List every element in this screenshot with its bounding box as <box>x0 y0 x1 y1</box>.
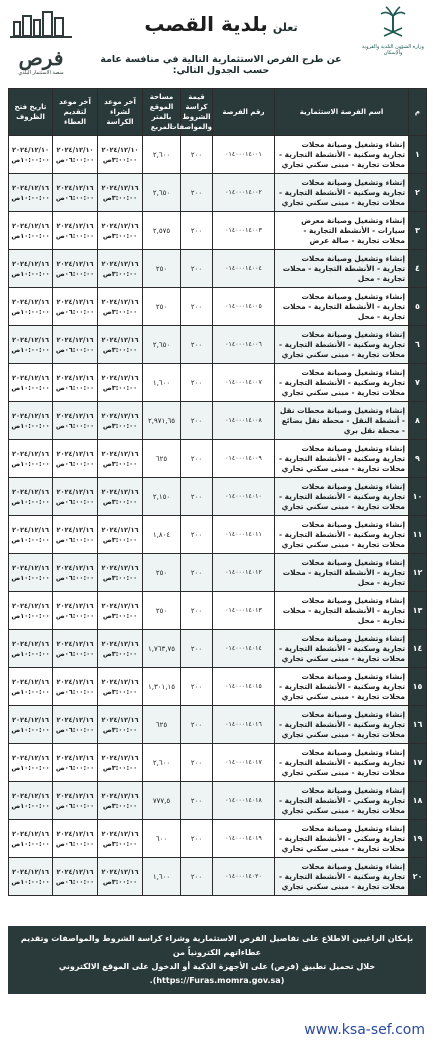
opportunity-name: إنشاء وتشغيل وصيانة محلات تجارية وسكنية - الأنشطة التجارية - محلات تجارية - مبنى سكني تجاري <box>275 364 409 402</box>
purchase-deadline: ٢٠٢٤/١٢/١٦ ٣:٠٠:٠٠ص <box>98 630 143 668</box>
opening-date: ٢٠٢٤/١٢/١٦ ١٠:٠٠:٠٠ص <box>9 744 53 782</box>
submission-deadline: ٢٠٢٤/١٢/١٦ ٠٦:٠٠:٠٠ص <box>53 744 98 782</box>
title-main: بلدية القصب <box>144 12 268 36</box>
purchase-deadline: ٢٠٢٤/١٢/١٦ ٣:٠٠:٠٠ص <box>98 668 143 706</box>
row-index: ١ <box>409 136 427 174</box>
table-row <box>9 212 427 250</box>
booklet-value: ٢٠٠ <box>181 250 213 288</box>
row-index: ١٧ <box>409 744 427 782</box>
purchase-deadline: ٢٠٢٤/١٢/١٦ ٣:٠٠:٠٠ص <box>98 858 143 896</box>
row-index: ٦ <box>409 326 427 364</box>
booklet-value: ٢٠٠ <box>181 364 213 402</box>
purchase-deadline: ٢٠٢٤/١٢/١٦ ٣:٠٠:٠٠ص <box>98 554 143 592</box>
table-row <box>9 706 427 744</box>
site-area: ٢٥٠ <box>143 554 181 592</box>
opening-date: ٢٠٢٤/١٢/١٦ ١٠:٠٠:٠٠ص <box>9 706 53 744</box>
table-row <box>9 744 427 782</box>
table-row <box>9 478 427 516</box>
site-area: ٦٢٥ <box>143 706 181 744</box>
opportunity-number: ٠١٤٠٠٠١٤٠٠٩ <box>213 440 275 478</box>
opportunity-number: ٠١٤٠٠٠١٤٠٢٠ <box>213 858 275 896</box>
opportunity-name: إنشاء وتشغيل وصيانة محلات تجارية وسكنية - الأنشطة التجارية - محلات تجارية - مبنى سكني تجاري <box>275 858 409 896</box>
opportunity-number: ٠١٤٠٠٠١٤٠١٨ <box>213 782 275 820</box>
opportunity-name: إنشاء وتشغيل وصيانة محلات تجارية وسكنية - الأنشطة التجارية - محلات تجارية - مبنى سكني تجاري <box>275 516 409 554</box>
submission-deadline: ٢٠٢٤/١٢/١٦ ٠٦:٠٠:٠٠ص <box>53 516 98 554</box>
purchase-deadline: ٢٠٢٤/١٢/١٦ ٣:٠٠:٠٠ص <box>98 592 143 630</box>
booklet-value: ٢٠٠ <box>181 440 213 478</box>
table-row <box>9 174 427 212</box>
col-header-description: اسم الفرصة الاستثمارية <box>275 89 409 136</box>
opening-date: ٢٠٢٤/١٢/١٦ ١٠:٠٠:٠٠ص <box>9 364 53 402</box>
opening-date: ٢٠٢٤/١٢/١٦ ١٠:٠٠:٠٠ص <box>9 820 53 858</box>
opportunity-name: إنشاء وتشغيل وصيانة محلات تجارية وسكنية - الأنشطة التجارية - محلات تجارية - مبنى سكني تجاري <box>275 478 409 516</box>
opening-date: ٢٠٢٤/١٢/١٦ ١٠:٠٠:٠٠ص <box>9 212 53 250</box>
opening-date: ٢٠٢٤/١٢/١٠ ١٠:٠٠:٠٠ص <box>9 136 53 174</box>
booklet-value: ٢٠٠ <box>181 174 213 212</box>
opportunities-table <box>8 88 427 896</box>
site-area: ٢,٦٠٠ <box>143 136 181 174</box>
row-index: ١٥ <box>409 668 427 706</box>
furas-logo-tagline: منصة الاستثمار البلدي <box>18 70 64 76</box>
booklet-value: ٢٠٠ <box>181 402 213 440</box>
table-row <box>9 554 427 592</box>
purchase-deadline: ٢٠٢٤/١٢/١٦ ٣:٠٠:٠٠ص <box>98 478 143 516</box>
opening-date: ٢٠٢٤/١٢/١٦ ١٠:٠٠:٠٠ص <box>9 630 53 668</box>
submission-deadline: ٢٠٢٤/١٢/١٦ ٠٦:٠٠:٠٠ص <box>53 858 98 896</box>
furas-logo-word: فرص <box>18 46 64 70</box>
opening-date: ٢٠٢٤/١٢/١٦ ١٠:٠٠:٠٠ص <box>9 326 53 364</box>
purchase-deadline: ٢٠٢٤/١٢/١٦ ٣:٠٠:٠٠ص <box>98 364 143 402</box>
site-area: ٢,٦٠٠ <box>143 744 181 782</box>
purchase-deadline: ٢٠٢٤/١٢/١٦ ٣:٠٠:٠٠ص <box>98 706 143 744</box>
opening-date: ٢٠٢٤/١٢/١٦ ١٠:٠٠:٠٠ص <box>9 402 53 440</box>
table-row <box>9 402 427 440</box>
announcement-header <box>6 6 427 86</box>
opportunity-number: ٠١٤٠٠٠١٤٠١٣ <box>213 592 275 630</box>
submission-deadline: ٢٠٢٤/١٢/١٦ ٠٦:٠٠:٠٠ص <box>53 706 98 744</box>
opportunity-name: إنشاء وتشغيل وصيانة محلات تجارية وسكني - الأنشطة التجارية - محلات تجارية - مبنى سكني تجاري <box>275 782 409 820</box>
site-area: ١,٦٠٠ <box>143 364 181 402</box>
table-header-row <box>9 89 427 136</box>
site-area: ١,٨٠٤ <box>143 516 181 554</box>
site-area: ٢٥٠ <box>143 288 181 326</box>
site-area: ١,٦٠٠ <box>143 858 181 896</box>
table-row <box>9 326 427 364</box>
purchase-deadline: ٢٠٢٤/١٢/١٦ ٣:٠٠:٠٠ص <box>98 402 143 440</box>
purchase-deadline: ٢٠٢٤/١٢/١٦ ٣:٠٠:٠٠ص <box>98 326 143 364</box>
purchase-deadline: ٢٠٢٤/١٢/١٠ ٣:٠٠:٠٠ص <box>98 136 143 174</box>
opportunity-name: إنشاء وتشغيل وصيانة محلات تجارية وسكنية - الأنشطة التجارية - محلات تجارية - مبنى سكني تجاري <box>275 668 409 706</box>
table-row <box>9 288 427 326</box>
furas-logo <box>10 8 72 76</box>
row-index: ١٣ <box>409 592 427 630</box>
opportunity-number: ٠١٤٠٠٠١٤٠١٩ <box>213 820 275 858</box>
site-area: ٢,٥٧٥ <box>143 212 181 250</box>
opportunity-name: إنشاء وتشغيل وصيانة معرض سيارات - الأنشطة التجارية - محلات تجارية - صالة عرض <box>275 212 409 250</box>
submission-deadline: ٢٠٢٤/١٢/١٦ ٠٦:٠٠:٠٠ص <box>53 212 98 250</box>
table-row <box>9 858 427 896</box>
site-area: ٢٥٠ <box>143 592 181 630</box>
submission-deadline: ٢٠٢٤/١٢/١٦ ٠٦:٠٠:٠٠ص <box>53 250 98 288</box>
table-row <box>9 250 427 288</box>
site-area: ٢,١٥٠ <box>143 478 181 516</box>
opportunity-name: إنشاء وتشغيل وصيانة محلات تجارية - الأنشطة التجارية - محلات تجارية - محل <box>275 592 409 630</box>
opportunity-number: ٠١٤٠٠٠١٤٠١٧ <box>213 744 275 782</box>
opportunity-number: ٠١٤٠٠٠١٤٠١٢ <box>213 554 275 592</box>
site-area: ٧٧٧,٥ <box>143 782 181 820</box>
announcement-sheet <box>6 6 427 1016</box>
opening-date: ٢٠٢٤/١٢/١٦ ١٠:٠٠:٠٠ص <box>9 516 53 554</box>
watermark-link[interactable]: www.ksa-sef.com <box>304 1022 425 1038</box>
table-row <box>9 668 427 706</box>
opportunity-name: إنشاء وتشغيل وصيانة محلات تجارية وسكنية - الأنشطة التجارية - محلات تجارية - مبنى سكني تجاري <box>275 744 409 782</box>
site-area: ٦٠٠ <box>143 820 181 858</box>
opportunity-name: إنشاء وتشغيل وصيانة محلات تجارية - الأنشطة التجارية - محلات تجارية - محل <box>275 250 409 288</box>
opening-date: ٢٠٢٤/١٢/١٦ ١٠:٠٠:٠٠ص <box>9 554 53 592</box>
row-index: ١٢ <box>409 554 427 592</box>
site-area: ١,٧٦٣,٧٥ <box>143 630 181 668</box>
opening-date: ٢٠٢٤/١٢/١٦ ١٠:٠٠:٠٠ص <box>9 288 53 326</box>
palm-emblem-icon <box>378 6 408 40</box>
submission-deadline: ٢٠٢٤/١٢/١٦ ٠٦:٠٠:٠٠ص <box>53 478 98 516</box>
opportunity-name: إنشاء وتشغيل وصيانة محلات تجارية وسكنية - الأنشطة التجارية - محلات تجارية - مبنى سكني تجاري <box>275 630 409 668</box>
booklet-value: ٢٠٠ <box>181 592 213 630</box>
col-header-opening-date: تاريخ فتح الظروف <box>9 89 53 136</box>
row-index: ٢ <box>409 174 427 212</box>
title-prefix: تعلن <box>272 21 298 34</box>
booklet-value: ٢٠٠ <box>181 744 213 782</box>
opportunity-name: إنشاء وتشغيل وصيانة محلات تجارية وسكنية - الأنشطة التجارية - محلات تجارية - مبنى سكني تجاري <box>275 440 409 478</box>
row-index: ٥ <box>409 288 427 326</box>
ministry-logo <box>361 6 425 70</box>
booklet-value: ٢٠٠ <box>181 820 213 858</box>
submission-deadline: ٢٠٢٤/١٢/١٦ ٠٦:٠٠:٠٠ص <box>53 440 98 478</box>
submission-deadline: ٢٠٢٤/١٢/١٦ ٠٦:٠٠:٠٠ص <box>53 820 98 858</box>
opportunity-name: إنشاء وتشغيل وصيانة محلات تجارية وسكنية - الأنشطة التجارية - محلات تجارية - مبنى سكني تجاري <box>275 136 409 174</box>
row-index: ٨ <box>409 402 427 440</box>
site-area: ٢٥٠ <box>143 250 181 288</box>
opportunity-number: ٠١٤٠٠٠١٤٠١٥ <box>213 668 275 706</box>
booklet-value: ٢٠٠ <box>181 706 213 744</box>
page-subtitle: عن طرح الفرص الاستثمارية التالية في منافسة عامة حسب الجدول التالي: <box>100 54 342 76</box>
opportunity-number: ٠١٤٠٠٠١٤٠٠٣ <box>213 212 275 250</box>
opportunity-number: ٠١٤٠٠٠١٤٠١٤ <box>213 630 275 668</box>
booklet-value: ٢٠٠ <box>181 516 213 554</box>
submission-deadline: ٢٠٢٤/١٢/١٦ ٠٦:٠٠:٠٠ص <box>53 668 98 706</box>
opening-date: ٢٠٢٤/١٢/١٦ ١٠:٠٠:٠٠ص <box>9 478 53 516</box>
opportunity-name: إنشاء وتشغيل وصيانة محطات نقل - أنشطة النقل - محطة نقل بضائع - محطة نقل بري <box>275 402 409 440</box>
col-header-index: م <box>409 89 427 136</box>
table-row <box>9 364 427 402</box>
row-index: ٧ <box>409 364 427 402</box>
table-row <box>9 516 427 554</box>
row-index: ١٠ <box>409 478 427 516</box>
opportunity-name: إنشاء وتشغيل وصيانة محلات تجارية - الأنشطة التجارية - محلات تجارية - محل <box>275 554 409 592</box>
opening-date: ٢٠٢٤/١٢/١٦ ١٠:٠٠:٠٠ص <box>9 592 53 630</box>
table-row <box>9 136 427 174</box>
opening-date: ٢٠٢٤/١٢/١٦ ١٠:٠٠:٠٠ص <box>9 782 53 820</box>
row-index: ٩ <box>409 440 427 478</box>
booklet-value: ٢٠٠ <box>181 782 213 820</box>
booklet-value: ٢٠٠ <box>181 326 213 364</box>
booklet-value: ٢٠٠ <box>181 630 213 668</box>
site-area: ٢,٦٥٠ <box>143 174 181 212</box>
opportunity-name: إنشاء وتشغيل وصيانة محلات تجارية وسكنية - الأنشطة التجارية - محلات تجارية - مبنى سكني تجاري <box>275 326 409 364</box>
row-index: ١١ <box>409 516 427 554</box>
opening-date: ٢٠٢٤/١٢/١٦ ١٠:٠٠:٠٠ص <box>9 858 53 896</box>
opportunity-name: إنشاء وتشغيل وصيانة محلات تجارية وسكني - الأنشطة التجارية - محلات تجارية - مبنى سكني تجاري <box>275 820 409 858</box>
opportunity-name: إنشاء وتشغيل وصيانة محلات تجارية وسكنية - الأنشطة التجارية - محلات تجارية - مبنى سكني تجاري <box>275 706 409 744</box>
col-header-reference: رقم الفرصة <box>213 89 275 136</box>
opportunity-number: ٠١٤٠٠٠١٤٠٠٨ <box>213 402 275 440</box>
footer-line-2[interactable]: خلال تحميل تطبيق (فرص) على الأجهزة الذكية أو الدخول على الموقع الالكتروني (https://Furas.momra.gov.sa). <box>58 962 376 985</box>
purchase-deadline: ٢٠٢٤/١٢/١٦ ٣:٠٠:٠٠ص <box>98 288 143 326</box>
opening-date: ٢٠٢٤/١٢/١٦ ١٠:٠٠:٠٠ص <box>9 174 53 212</box>
submission-deadline: ٢٠٢٤/١٢/١٦ ٠٦:٠٠:٠٠ص <box>53 630 98 668</box>
table-row <box>9 782 427 820</box>
submission-deadline: ٢٠٢٤/١٢/١٦ ٠٦:٠٠:٠٠ص <box>53 782 98 820</box>
opportunity-number: ٠١٤٠٠٠١٤٠٠٤ <box>213 250 275 288</box>
footer-notice <box>8 926 426 994</box>
col-header-area: مساحة الموقع بالمتر المربع <box>143 89 181 136</box>
submission-deadline: ٢٠٢٤/١٢/١٦ ٠٦:٠٠:٠٠ص <box>53 592 98 630</box>
purchase-deadline: ٢٠٢٤/١٢/١٦ ٣:٠٠:٠٠ص <box>98 212 143 250</box>
site-area: ٢,٦٥٠ <box>143 326 181 364</box>
booklet-value: ٢٠٠ <box>181 478 213 516</box>
booklet-value: ٢٠٠ <box>181 136 213 174</box>
booklet-value: ٢٠٠ <box>181 288 213 326</box>
submission-deadline: ٢٠٢٤/١٢/١٦ ٠٦:٠٠:٠٠ص <box>53 402 98 440</box>
row-index: ١٦ <box>409 706 427 744</box>
opportunity-number: ٠١٤٠٠٠١٤٠٠٧ <box>213 364 275 402</box>
submission-deadline: ٢٠٢٤/١٢/١٦ ٠٦:٠٠:٠٠ص <box>53 364 98 402</box>
opening-date: ٢٠٢٤/١٢/١٦ ١٠:٠٠:٠٠ص <box>9 668 53 706</box>
page-title <box>126 12 316 36</box>
opportunity-number: ٠١٤٠٠٠١٤٠١٦ <box>213 706 275 744</box>
footer-line-1: بإمكان الراغبين الاطلاع على تفاصيل الفرص الاستثمارية وشراء كراسة الشروط والمواصفات وتقديم عطاءاتهم الكترونياً من <box>20 934 414 957</box>
opportunity-number: ٠١٤٠٠٠١٤٠٠١ <box>213 136 275 174</box>
booklet-value: ٢٠٠ <box>181 554 213 592</box>
row-index: ١٩ <box>409 820 427 858</box>
site-area: ١,٣٠١,١٥ <box>143 668 181 706</box>
opening-date: ٢٠٢٤/١٢/١٦ ١٠:٠٠:٠٠ص <box>9 250 53 288</box>
purchase-deadline: ٢٠٢٤/١٢/١٦ ٣:٠٠:٠٠ص <box>98 820 143 858</box>
col-header-booklet-value: قيمة كراسة الشروط والمواصفات <box>181 89 213 136</box>
table-row <box>9 820 427 858</box>
opportunity-name: إنشاء وتشغيل وصيانة محلات تجارية - الأنشطة التجارية - محلات تجارية - محل <box>275 288 409 326</box>
purchase-deadline: ٢٠٢٤/١٢/١٦ ٣:٠٠:٠٠ص <box>98 744 143 782</box>
col-header-submission-deadline: آخر موعد لتقديم العطاء <box>53 89 98 136</box>
ministry-logo-text: وزارة الشؤون البلدية والقروية والإسكان <box>362 44 424 56</box>
purchase-deadline: ٢٠٢٤/١٢/١٦ ٣:٠٠:٠٠ص <box>98 250 143 288</box>
row-index: ٢٠ <box>409 858 427 896</box>
submission-deadline: ٢٠٢٤/١٢/١٠ ٠٦:٠٠:٠٠ص <box>53 136 98 174</box>
opportunity-number: ٠١٤٠٠٠١٤٠١١ <box>213 516 275 554</box>
submission-deadline: ٢٠٢٤/١٢/١٦ ٠٦:٠٠:٠٠ص <box>53 288 98 326</box>
booklet-value: ٢٠٠ <box>181 212 213 250</box>
table-row <box>9 592 427 630</box>
submission-deadline: ٢٠٢٤/١٢/١٦ ٠٦:٠٠:٠٠ص <box>53 326 98 364</box>
col-header-purchase-deadline: آخر موعد لشراء الكراسة <box>98 89 143 136</box>
site-area: ٢,٩٧١,٦٥ <box>143 402 181 440</box>
opening-date: ٢٠٢٤/١٢/١٦ ١٠:٠٠:٠٠ص <box>9 440 53 478</box>
opportunity-name: إنشاء وتشغيل وصيانة محلات تجارية وسكنية - الأنشطة التجارية - محلات تجارية - مبنى سكني تجاري <box>275 174 409 212</box>
row-index: ١٤ <box>409 630 427 668</box>
booklet-value: ٢٠٠ <box>181 858 213 896</box>
table-row <box>9 630 427 668</box>
opportunity-number: ٠١٤٠٠٠١٤٠٠٥ <box>213 288 275 326</box>
furas-skyline-icon <box>10 8 72 48</box>
row-index: ٣ <box>409 212 427 250</box>
opportunity-number: ٠١٤٠٠٠١٤٠٠٦ <box>213 326 275 364</box>
purchase-deadline: ٢٠٢٤/١٢/١٦ ٣:٠٠:٠٠ص <box>98 174 143 212</box>
booklet-value: ٢٠٠ <box>181 668 213 706</box>
opportunity-number: ٠١٤٠٠٠١٤٠٠٢ <box>213 174 275 212</box>
submission-deadline: ٢٠٢٤/١٢/١٦ ٠٦:٠٠:٠٠ص <box>53 554 98 592</box>
row-index: ٤ <box>409 250 427 288</box>
row-index: ١٨ <box>409 782 427 820</box>
purchase-deadline: ٢٠٢٤/١٢/١٦ ٣:٠٠:٠٠ص <box>98 440 143 478</box>
purchase-deadline: ٢٠٢٤/١٢/١٦ ٣:٠٠:٠٠ص <box>98 782 143 820</box>
opportunity-number: ٠١٤٠٠٠١٤٠١٠ <box>213 478 275 516</box>
submission-deadline: ٢٠٢٤/١٢/١٦ ٠٦:٠٠:٠٠ص <box>53 174 98 212</box>
purchase-deadline: ٢٠٢٤/١٢/١٦ ٣:٠٠:٠٠ص <box>98 516 143 554</box>
table-row <box>9 440 427 478</box>
site-area: ٦٢٥ <box>143 440 181 478</box>
